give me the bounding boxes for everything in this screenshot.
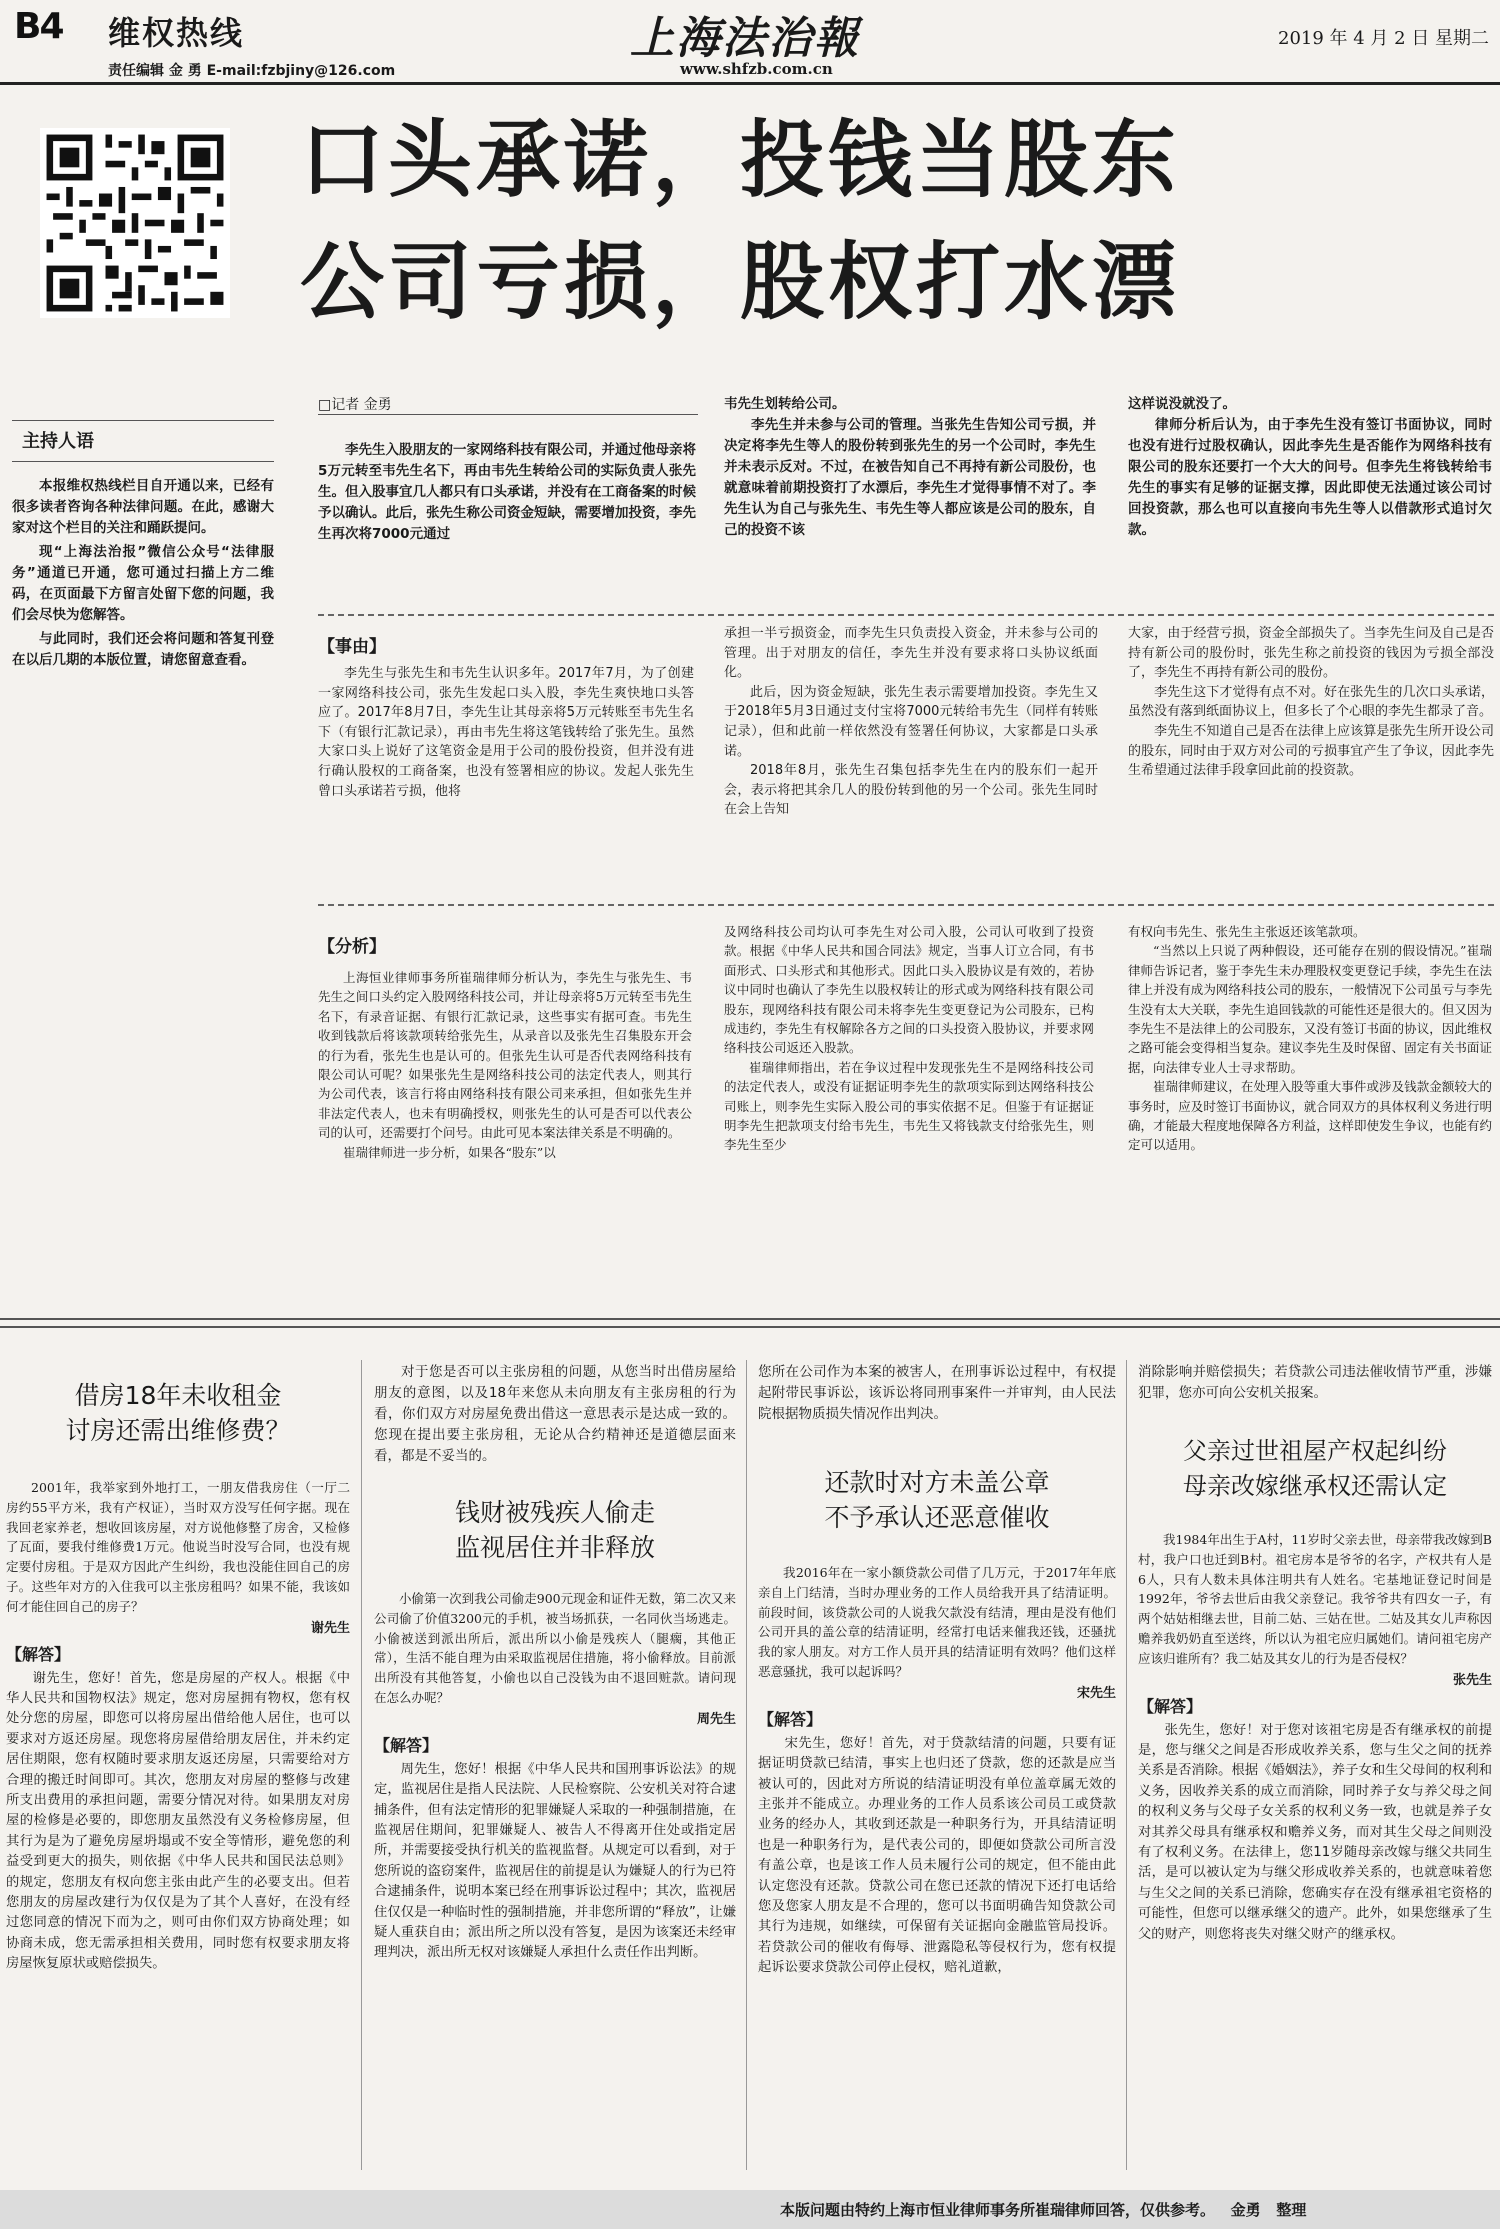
host-column	[12, 420, 274, 674]
q1-signature: 谢先生	[310, 1620, 350, 1636]
q1-answer-cont: 对于您是否可以主张房租的问题，从您当时出借房屋给朋友的意图，以及18年来您从未向朋友有主张房租的行为看，你们双方对房屋免费出借这一意思表示是达成一致的。您现在提出要主张房租，无论从合约精神还是道德层面来看，都是不妥当的。	[374, 1364, 736, 1464]
q1-answer-heading: 【解答】	[6, 1644, 71, 1664]
qa-col2	[374, 1362, 736, 1964]
headline-line1: 口头承诺，投钱当股东	[300, 111, 1181, 209]
q4-title-line2: 母亲改嫁继承权还需认定	[1183, 1472, 1447, 1500]
q3-question: 我2016年在一家小额贷款公司借了几万元，于2017年年底亲自上门结清，当时办理业务的工作人员给我开具了结清证明。前段时间，该贷款公司的人说我欠款没有结清，理由是没有他们公司开具的盖公章的结清证明，经常打电话来催我还钱，还骚扰我的家人朋友。对方工作人员开具的结清证明有效吗？他们这样恶意骚扰，我可以起诉吗？	[758, 1565, 1116, 1679]
analysis-col3: 有权向韦先生、张先生主张返还该笔款项。 “当然以上只说了两种假设，还可能存在别的假设情况。”崔瑞律师告诉记者，鉴于李先生未办理股权变更登记手续，李先生在法律上并没有成为网络科技公司的股东，一般情况下公司虽亏与李先生没有太大关联，李先生追回钱款的可能性还是很大的。但又因为李先生不是法律上的公司股东，又没有签订书面的协议，因此维权之路可能会变得相当复杂。建议李先生及时保留、固定有关书面证据，向法律专业人士寻求帮助。 崔瑞律师建议，在处理入股等重大事件或涉及钱款金额较大的事务时，应及时签订书面协议，就合同双方的具体权利义务进行明确，才能最大程度地保障各方利益，这样即使发生争议，也能有约定可以适用。	[1128, 924, 1492, 1153]
q3-title-line1: 还款时对方未盖公章	[824, 1468, 1050, 1497]
q3-title-line2: 不予承认还恶意催收	[824, 1503, 1050, 1532]
q2-title-line2: 监视居住并非释放	[454, 1533, 655, 1562]
q2-question: 小偷第一次到我公司偷走900元现金和证件无数，第二次又来公司偷了价值3200元的手机，被当场抓获，一名同伙当场逃走。小偷被送到派出所后，派出所以小偷是残疾人（腿瘸，其他正常），生活不能自理为由采取监视居住措施，将小偷释放。目前派出所没有其他答复，小偷也以自己没钱为由不退回赃款。请问现在怎么办呢？	[374, 1591, 736, 1705]
q4-answer-heading: 【解答】	[1138, 1696, 1203, 1716]
q2-title-line1: 钱财被残疾人偷走	[454, 1498, 655, 1527]
q3-signature: 宋先生	[1076, 1685, 1116, 1701]
q4-signature: 张先生	[1452, 1672, 1492, 1688]
facts-heading: 【事由】	[318, 637, 386, 657]
analysis-col2: 及网络科技公司均认可李先生对公司入股，公司认可收到了投资款。根据《中华人民共和国合同法》规定，当事人订立合同，有书面形式、口头形式和其他形式。因此口头入股协议是有效的，若协议中同时也确认了李先生以股权转让的形式或为网络科技有限公司股东，现网络科技有限公司未将李先生变更登记为公司股东，已构成违约，李先生有权解除各方之间的口头投资入股协议，并要求网络科技公司返还入股款。 崔瑞律师指出，若在争议过程中发现张先生不是网络科技公司的法定代表人，或没有证据证明李先生的款项实际到达网络科技公司账上，则李先生实际入股公司的事实依据不足。但鉴于有证据证明李先生把款项支付给韦先生，韦先生又将钱款支付给张先生，则李先生至少	[724, 924, 1094, 1153]
host-paragraph: 与此同时，我们还会将问题和答复刊登在以后几期的本版位置，请您留意查看。	[12, 631, 274, 668]
q3-answer: 宋先生，您好！首先，对于贷款结清的问题，只要有证据证明贷款已结清，事实上也归还了贷款，您的还款是应当被认可的，因此对方所说的结清证明没有单位盖章属无效的主张并不能成立。办理业务的工作人员系该公司员工或贷款业务的经办人，其收到还款是一种职务行为，开具结清证明也是一种职务行为，是代表公司的，即便如贷款公司所言没有盖公章，也是该工作人员未履行公司的规定，但不能由此认定您没有还款。贷款公司在您已还款的情况下还打电话给您及您家人朋友是不合理的，您可以书面明确告知贷款公司其行为违规，如继续，可保留有关证据向金融监管局投诉。若贷款公司的催收有侮辱、泄露隐私等侵权行为，您有权提起诉讼要求贷款公司停止侵权，赔礼道歉，	[758, 1735, 1116, 1976]
q1-title-line1: 借房18年未收租金	[74, 1381, 282, 1410]
section-divider	[318, 904, 1494, 906]
section-divider	[318, 614, 1494, 616]
q1-title-line2: 讨房还需出维修费？	[65, 1416, 291, 1445]
qa-col3	[758, 1362, 1116, 1979]
facts-col2: 承担一半亏损资金，而李先生只负责投入资金，并未参与公司的管理。出于对朋友的信任，李先生并没有要求将口头协议纸面化。 此后，因为资金短缺，张先生表示需要增加投资。李先生又于2018年5月3日通过支付宝将7000元转给韦先生（同样有转账记录），但和此前一样依然没有签署任何协议，大家都是口头承诺。 2018年8月，张先生召集包括李先生在内的股东们一起开会，表示将把其余几人的股份转到他的另一个公司。张先生同时在会上告知	[724, 626, 1098, 818]
q3-answer-heading: 【解答】	[758, 1709, 823, 1729]
host-paragraph: 本报维权热线栏目自开通以来，已经有很多读者咨询各种法律问题。在此，感谢大家对这个栏目的关注和踊跃提问。	[12, 478, 274, 536]
q2-answer: 周先生，您好！根据《中华人民共和国刑事诉讼法》的规定，监视居住是指人民法院、人民检察院、公安机关对符合逮捕条件，但有法定情形的犯罪嫌疑人采取的一种强制措施，在监视居住期间，犯罪嫌疑人、被告人不得离开住处或指定居所，并需要接受执行机关的监视监督。从规定可以看到，对于您所说的盗窃案件，监视居住的前提是认为嫌疑人的行为已符合逮捕条件，说明本案已经在刑事诉讼过程中；其次，监视居住仅仅是一种临时性的强制措施，并非您所谓的“释放”，让嫌疑人重获自由；派出所之所以没有答复，是因为该案还未经审理判决，派出所无权对该嫌疑人承担什么责任作出判断。	[374, 1761, 736, 1961]
q1-question: 2001年，我举家到外地打工，一朋友借我房住（一厅二房约55平方米，我有产权证），当时双方没写任何字据。现在我回老家养老，想收回该房屋，对方说他修整了房舍，又检修了瓦面，要我付维修费1万元。他说当时没写合同，也没有规定要付房租。于是双方因此产生纠纷，我也没能住回自己的房子。这些年对方的入住我可以主张房租吗？如果不能，我该如何才能住回自己的房子？	[6, 1480, 350, 1614]
qr-code	[40, 128, 230, 318]
page-number: B4	[14, 6, 63, 47]
double-rule	[0, 1318, 1500, 1320]
section-title: 维权热线	[108, 14, 245, 52]
q4-title-line1: 父亲过世祖屋产权起纠纷	[1183, 1437, 1447, 1465]
host-paragraph: 现“上海法治报”微信公众号“法律服务”通道已开通，您可通过扫描上方二维码，在页面最下方留言处留下您的问题，我们会尽快为您解答。	[12, 544, 274, 623]
masthead-site: www.shfzb.com.cn	[680, 60, 833, 78]
byline-rule	[318, 414, 698, 415]
q2-signature: 周先生	[696, 1711, 736, 1727]
host-title: 主持人语	[22, 431, 94, 452]
double-rule	[0, 1326, 1500, 1328]
facts-col3: 大家，由于经营亏损，资金全部损失了。当李先生问及自己是否持有新公司的股份时，张先生称之前投资的钱因为亏损全部没了，李先生不再持有新公司的股份。 李先生这下才觉得有点不对。好在张先生的几次口头承诺，虽然没有落到纸面协议上，但多长了个心眼的李先生都录了音。 李先生不知道自己是否在法律上应该算是张先生所开设公司的股东，同时由于双方对公司的亏损事宜产生了争议，因此李先生希望通过法律手段拿回此前的投资款。	[1128, 626, 1494, 779]
headline-line2: 公司亏损，股权打水漂	[300, 233, 1181, 331]
analysis-heading: 【分析】	[318, 937, 386, 957]
issue-date: 2019 年 4 月 2 日 星期二	[1278, 28, 1490, 49]
reporter-byline: □记者 金勇	[318, 397, 392, 413]
q2-answer-cont: 您所在公司作为本案的被害人，在刑事诉讼过程中，有权提起附带民事诉讼，该诉讼将同刑事案件一并审判，由人民法院根据物质损失情况作出判决。	[758, 1364, 1116, 1422]
q1-answer: 谢先生，您好！首先，您是房屋的产权人。根据《中华人民共和国物权法》规定，您对房屋拥有物权，您有权处分您的房屋，即您可以将房屋出借给他人居住，也可以要求对方返还房屋。现您将房屋借给朋友居住，并未约定居住期限，您有权随时要求朋友返还房屋，只需要给对方合理的搬迁时间即可。其次，您朋友对房屋的整修与改建所支出费用的承担问题，需要分情况对待。如果朋友对房屋的检修是必要的，即您朋友虽然没有义务检修房屋，但其行为是为了避免房屋坍塌或不安全等情形，避免您的利益受到更大的损失，则依据《中华人民共和国民法总则》的规定，您朋友有权向您主张由此产生的必要支出。但若您朋友的房屋改建行为仅仅是为了其个人喜好，在没有经过您同意的情况下而为之，则可由你们双方协商处理；如协商未成，您无需承担相关费用，同时您有权要求朋友将房屋恢复原状或赔偿损失。	[6, 1670, 350, 1972]
intro-col3: 这样说没就没了。 律师分析后认为，由于李先生没有签订书面协议，同时也没有进行过股权确认，因此李先生是否能作为网络科技有限公司的股东还要打一个大大的问号。但李先生将钱转给韦先生的事实有足够的证据支撑，因此即使无法通过该公司讨回投资款，那么也可以直接向韦先生等人以借款形式追讨欠款。	[1128, 396, 1492, 538]
editor-line: 责任编辑 金 勇 E-mail:fzbjiny@126.com	[108, 63, 396, 79]
intro-col1: 李先生入股朋友的一家网络科技有限公司，并通过他母亲将5万元转至韦先生名下，再由韦先生转给公司的实际负责人张先生。但入股事宜几人都只有口头承诺，并没有在工商备案的时候予以确认。此后，张先生称公司资金短缺，需要增加投资，李先生再次将7000元通过	[318, 442, 696, 542]
q2-answer-heading: 【解答】	[374, 1735, 439, 1755]
footer-note: 本版问题由特约上海市恒业律师事务所崔瑞律师回答，仅供参考。 金勇 整理	[780, 2201, 1307, 2219]
intro-col2: 韦先生划转给公司。 李先生并未参与公司的管理。当张先生告知公司亏损，并决定将李先生等人的股份转到张先生的另一个公司时，李先生并未表示反对。不过，在被告知自己不再持有新公司股份，也就意味着前期投资打了水漂后，李先生才觉得事情不对了。李先生认为自己与张先生、韦先生等人都应该是公司的股东，自己的投资不该	[724, 396, 1096, 538]
q3-answer-cont: 消除影响并赔偿损失；若贷款公司违法催收情节严重，涉嫌犯罪，您亦可向公安机关报案。	[1138, 1364, 1492, 1401]
facts-col1: 李先生与张先生和韦先生认识多年。2017年7月，为了创建一家网络科技公司，张先生发起口头入股，李先生爽快地口头答应了。2017年8月7日，李先生让其母亲将5万元转账至韦先生名下（有银行汇款记录），再由韦先生将这笔钱转给了张先生。虽然大家口头上说好了这笔资金是用于公司的股份投资，但并没有进行确认股权的工商备案，也没有签署相应的协议。发起人张先生曾口头承诺若亏损，他将	[318, 666, 694, 799]
analysis-col1: 上海恒业律师事务所崔瑞律师分析认为，李先生与张先生、韦先生之间口头约定入股网络科技公司，并让母亲将5万元转至韦先生名下，有录音证据、有银行汇款记录，这些事实有据可查。韦先生收到钱款后将该款项转给张先生，从录音以及张先生召集股东开会的行为看，张先生也是认可的。但张先生认可是否代表网络科技有限公司认可呢？如果张先生是网络科技公司的法定代表人，则其行为公司代表，该言行将由网络科技有限公司来承担，但如张先生并非法定代表人，也未有明确授权，则张先生的认可是否可以代表公司的认可，还需要打个问号。由此可见本案法律关系是不明确的。 崔瑞律师进一步分析，如果各“股东”以	[318, 970, 692, 1160]
qa-col1	[6, 1378, 350, 1975]
q4-question: 我1984年出生于A村，11岁时父亲去世，母亲带我改嫁到B村，我户口也迁到B村。祖宅房本是爷爷的名字，产权共有人是6人，只有人数未具体注明共有人姓名。宅基地证登记时间是1992年，爷爷去世后由我父亲登记。我爷爷共有四女一子，有两个姑姑相继去世，目前二姑、三姑在世。二姑及其女儿声称因赡养我奶奶直至送终，所以认为祖宅应归属她们。请问祖宅房产应该归谁所有？我二姑及其女儿的行为是否侵权？	[1138, 1532, 1492, 1666]
q4-answer: 张先生，您好！对于您对该祖宅房是否有继承权的前提是，您与继父之间是否形成收养关系，您与生父之间的抚养关系是否消除。根据《婚姻法》，养子女和生父母间的权利和义务，因收养关系的成立而消除，同时养子女与养父母之间的权利义务与父母子女关系的权利义务一致，也就是养子女对其养父母具有继承权和赡养义务，而对其生父母之间则没有了权利义务。在法律上，您11岁随母亲改嫁与继父共同生活，是可以被认定为与继父形成收养关系的，也就意味着您与生父之间的关系已消除，您确实存在没有继承祖宅资格的可能性，但您可以继承继父的遗产。此外，如果您继承了生父的财产，则您将丧失对继父财产的继承权。	[1138, 1722, 1492, 1942]
masthead-logo: 上海法治報	[630, 13, 860, 64]
qa-col4	[1138, 1362, 1492, 1945]
header-rule	[0, 82, 1500, 85]
